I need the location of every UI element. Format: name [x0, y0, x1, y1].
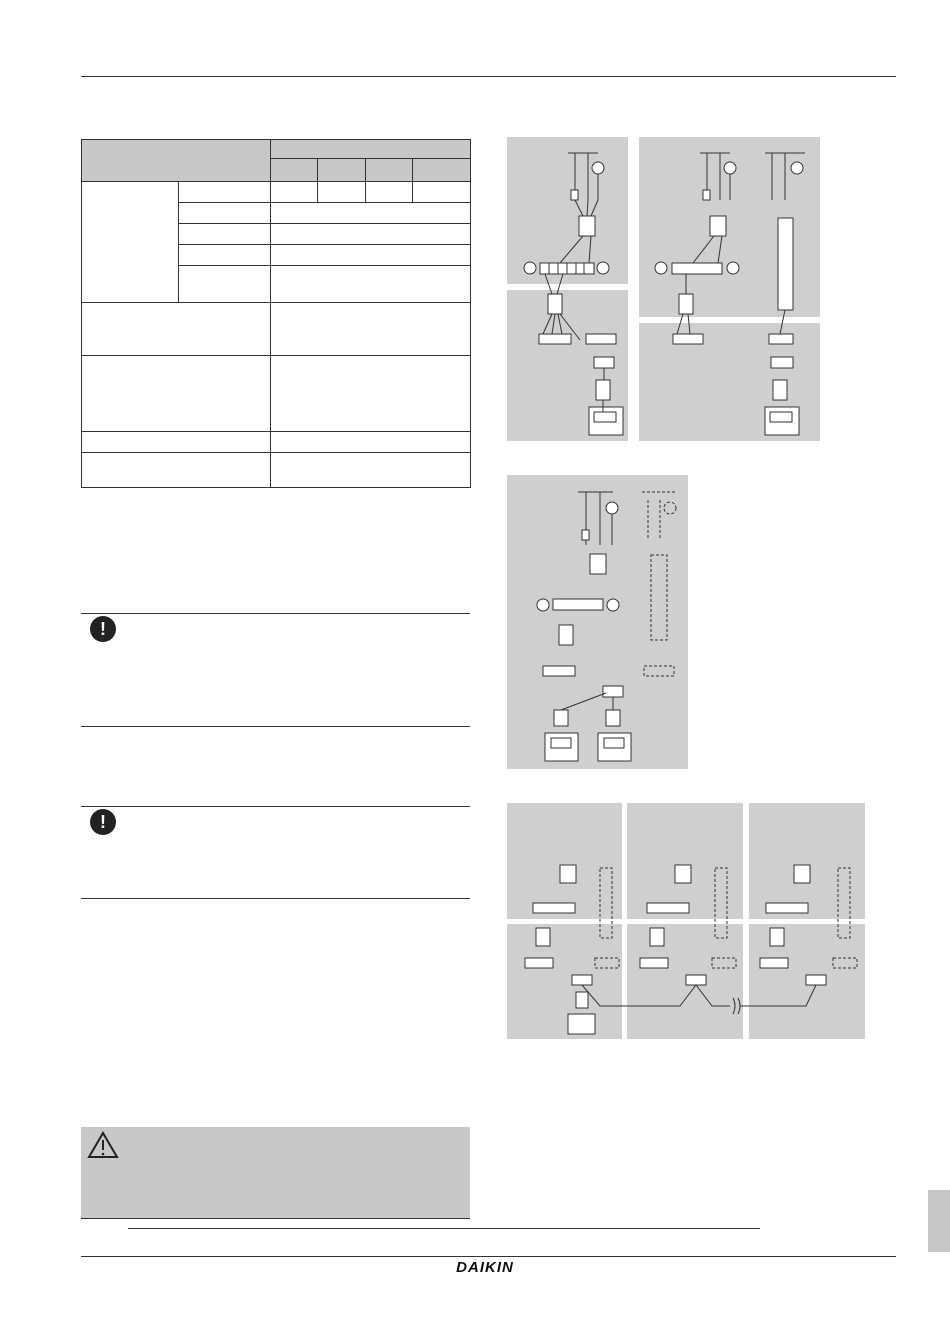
exclamation-icon: ! [90, 616, 116, 642]
exclamation-icon: ! [90, 809, 116, 835]
daikin-logo: DAIKIN [456, 1259, 514, 1276]
wiring-diagram-b [655, 153, 805, 435]
wiring-diagram-d [525, 865, 857, 1034]
wiring-diagram-c [537, 492, 676, 761]
wiring-diagram-a [524, 153, 623, 435]
